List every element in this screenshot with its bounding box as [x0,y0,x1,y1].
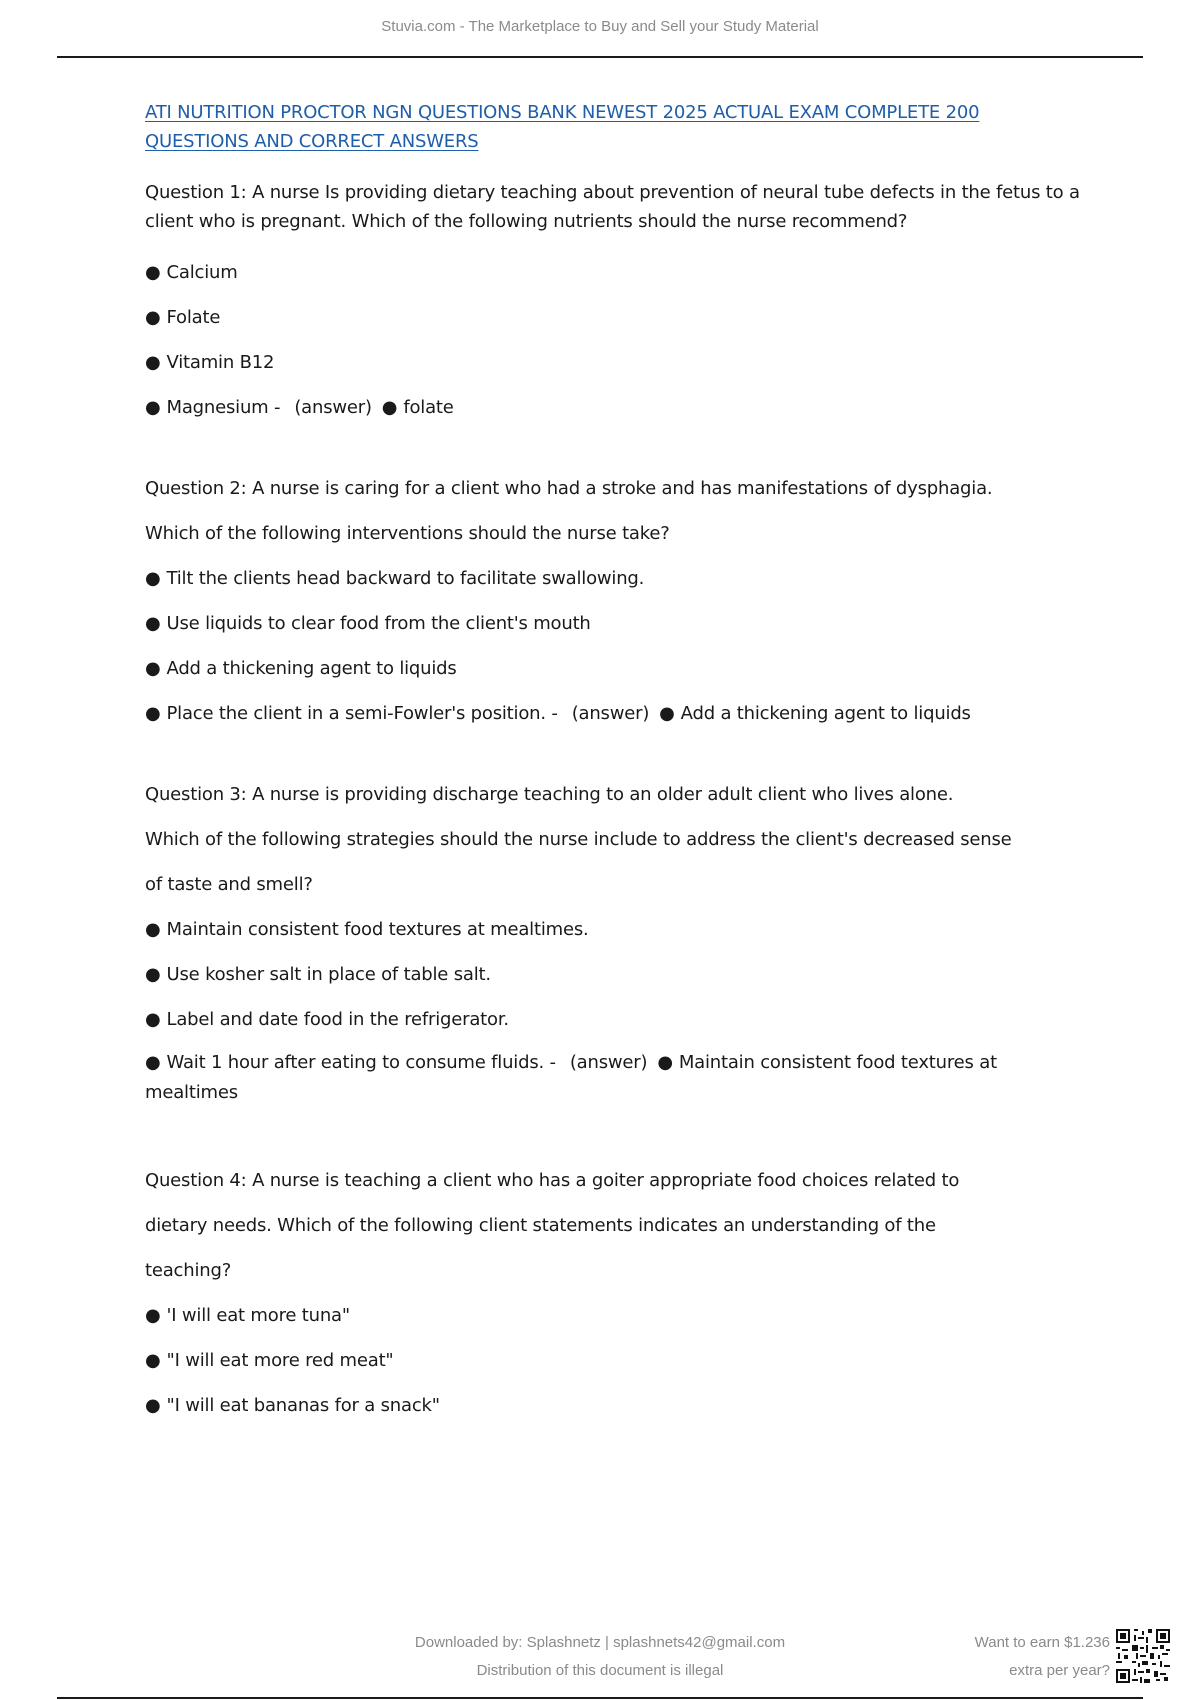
question-1-option-1: ● Calcium [145,250,1085,295]
question-4-option-2: ● "I will eat more red meat" [145,1338,1085,1383]
document-title[interactable] [145,98,1085,156]
bullet-icon: ● [145,1009,161,1030]
question-2-answer: Add a thickening agent to liquids [680,703,971,724]
question-2-option-2: ● Use liquids to clear food from the client's mouth [145,601,1085,646]
bullet-icon: ● [145,658,161,679]
question-2-option-4: ● Place the client in a semi-Fowler's position. - (answer) ● Add a thickening agent to liquids [145,691,1085,736]
question-1-answer: folate [403,397,454,418]
answer-label: (answer) [569,1052,648,1073]
question-4-option-1: ● 'I will eat more tuna" [145,1293,1085,1338]
header-divider [57,56,1143,58]
bullet-icon: ● [145,613,161,634]
question-4 [145,1158,1085,1428]
bullet-icon: ● [145,397,161,418]
question-1-option-3: ● Vitamin B12 [145,340,1085,385]
question-1 [145,178,1085,430]
document-title-line1: ATI NUTRITION PROCTOR NGN QUESTIONS BANK NEWEST 2025 ACTUAL EXAM COMPLETE 200 [145,102,980,123]
question-3-answer: Maintain consistent food textures at mealtimes [145,1052,997,1103]
footer-divider [57,1697,1143,1699]
bullet-icon: ● [145,1395,161,1416]
question-1-option-4: ● Magnesium - (answer) ● folate [145,385,1085,430]
question-3-option-3: ● Label and date food in the refrigerator. [145,997,1085,1042]
bullet-icon: ● [145,919,161,940]
bullet-icon: ● [145,307,161,328]
bullet-icon: ● [145,352,161,373]
bullet-icon: ● [145,262,161,283]
bullet-icon: ● [657,1052,673,1073]
bullet-icon: ● [381,397,398,418]
question-4-text: Question 4: A nurse is teaching a client who has a goiter appropriate food choices related to dietary needs. Which of the following client statements indicates an understanding of the teaching? [145,1170,960,1281]
bullet-icon: ● [145,1305,161,1326]
question-3-option-1: ● Maintain consistent food textures at mealtimes. [145,907,1085,952]
question-3-option-4: ● Wait 1 hour after eating to consume fluids. - (answer) ● Maintain consistent food textures at mealtimes [145,1048,1085,1108]
bullet-icon: ● [145,1052,161,1073]
bullet-icon: ● [145,1350,161,1371]
bullet-icon: ● [145,703,161,724]
footer-download-info [300,1629,900,1685]
bullet-icon: ● [659,703,675,724]
bullet-icon: ● [145,568,161,589]
question-1-text: Question 1: A nurse Is providing dietary teaching about prevention of neural tube defects in the fetus to a client who is pregnant. Which of the following nutrients should the nurse recommend? [145,182,1080,232]
document-title-line2: QUESTIONS AND CORRECT ANSWERS [145,131,479,152]
answer-label: (answer) [294,397,372,418]
question-2 [145,466,1085,736]
bullet-icon: ● [145,964,161,985]
promo-line-1: Want to earn $1.236 [974,1634,1110,1651]
downloaded-by-text: Downloaded by: Splashnetz | splashnets42@gmail.com [414,1634,786,1651]
question-3-option-2: ● Use kosher salt in place of table salt. [145,952,1085,997]
question-3-text: Question 3: A nurse is providing discharge teaching to an older adult client who lives alone. Which of the following strategies should the nurse include to address the client's decreased sense of taste and smell? [145,784,1012,895]
qr-code-icon[interactable] [1116,1629,1170,1683]
footer-promo[interactable] [975,1629,1110,1685]
document-body [145,98,1085,1428]
site-banner: Stuvia.com - The Marketplace to Buy and Sell your Study Material [381,18,819,35]
distribution-notice: Distribution of this document is illegal [476,1662,724,1679]
question-3 [145,772,1085,1108]
question-2-option-1: ● Tilt the clients head backward to facilitate swallowing. [145,556,1085,601]
promo-line-2: extra per year? [1009,1662,1110,1679]
question-1-option-2: ● Folate [145,295,1085,340]
question-2-text: Question 2: A nurse is caring for a client who had a stroke and has manifestations of dysphagia. Which of the following interventions should the nurse take? [145,478,993,544]
question-4-option-3: ● "I will eat bananas for a snack" [145,1383,1085,1428]
answer-label: (answer) [571,703,650,724]
question-2-option-3: ● Add a thickening agent to liquids [145,646,1085,691]
